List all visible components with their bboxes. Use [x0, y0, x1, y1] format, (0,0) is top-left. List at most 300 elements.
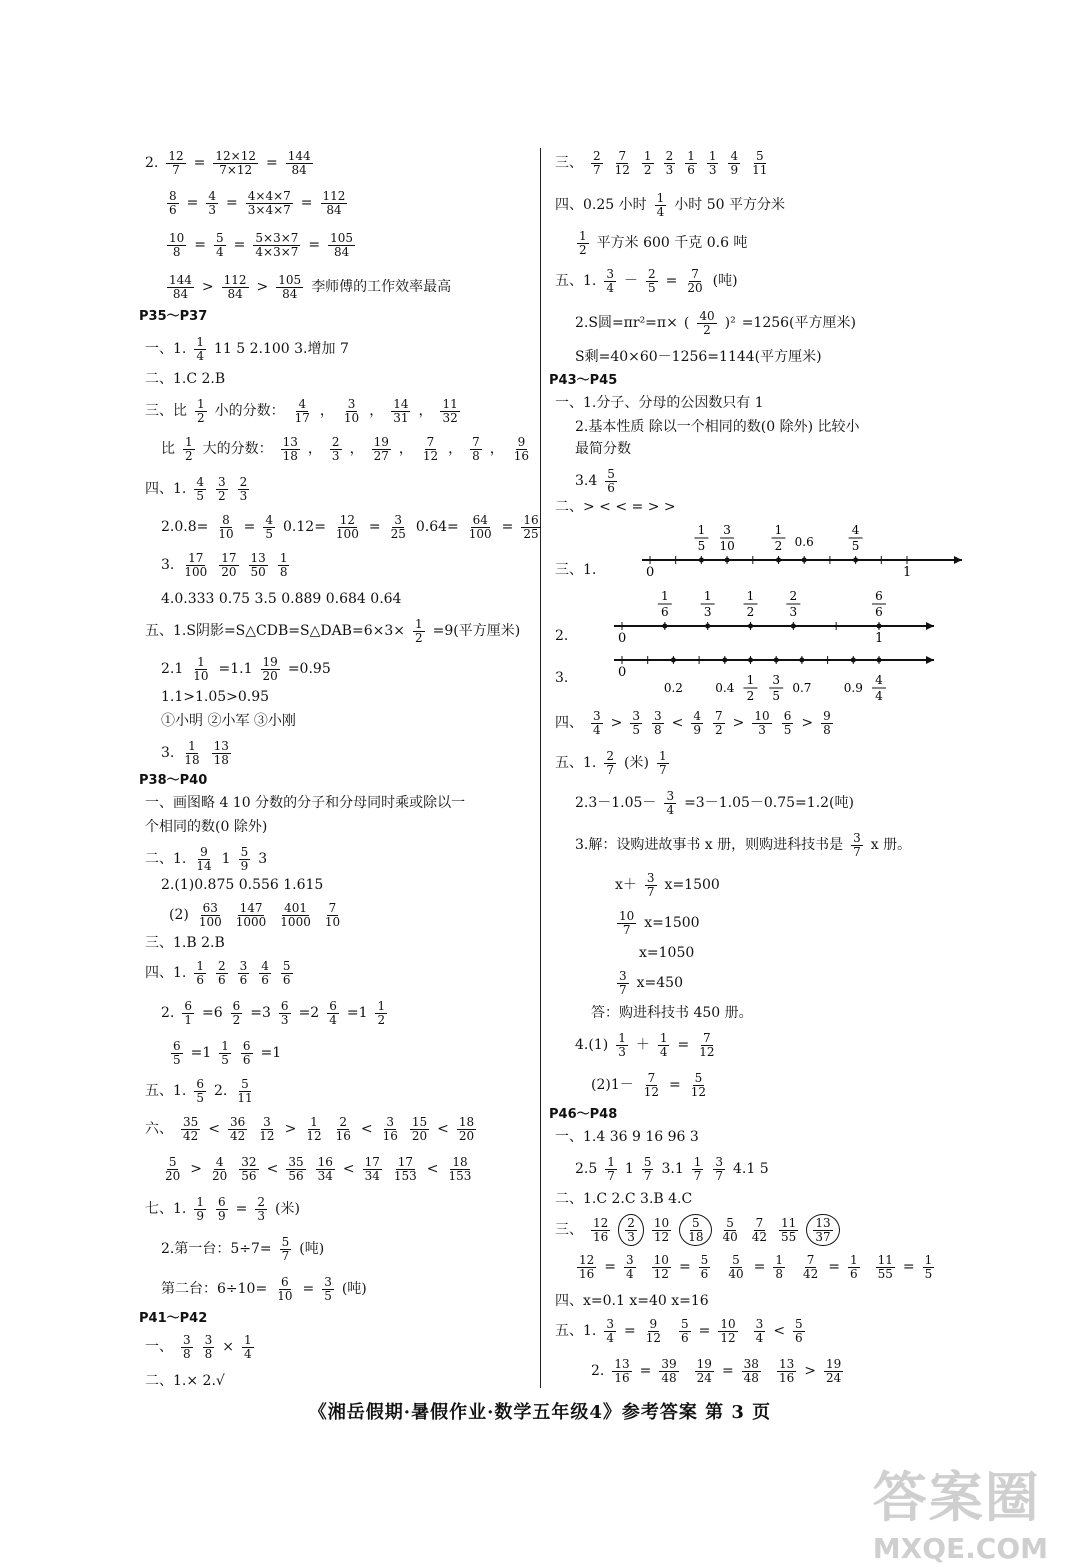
text: － [624, 273, 638, 290]
text: 2.S圆=πr²=π× [575, 315, 678, 332]
fraction: $\frac{2}{6}$ [218, 959, 226, 987]
fraction: $\frac{3}{12}$ [259, 1115, 275, 1143]
text: 4.0.333 0.75 3.5 0.889 0.684 0.64 [161, 591, 402, 607]
text: < [437, 1121, 449, 1138]
fraction: $\frac{1}{2}$ [643, 149, 652, 177]
text: (吨) [341, 1281, 367, 1298]
point-label: 4 [875, 689, 884, 703]
text: 四、x=0.1 x=40 x=16 [555, 1293, 709, 1309]
fraction: $\frac{14}{31}$ [393, 397, 409, 425]
point-label: 6 [661, 605, 670, 619]
text: =6 [202, 1005, 223, 1022]
text: = [753, 1259, 766, 1276]
fraction: $\frac{3}{4}$ [593, 709, 601, 737]
answer-line [161, 690, 269, 704]
text: = [193, 155, 206, 172]
answer-line [145, 476, 251, 502]
text: = [265, 155, 278, 172]
point-label: 1 [661, 589, 670, 603]
answer-line [161, 1000, 389, 1026]
fraction: $\frac{5\times 3\times 7}{4\times 3\times 7}$ [255, 231, 299, 259]
text: 2.0.8= [161, 519, 209, 536]
fraction: $\frac{7}{42}$ [802, 1253, 819, 1281]
fraction: $\frac{7}{12}$ [614, 149, 630, 177]
fraction: $\frac{401}{1000}$ [280, 901, 311, 929]
fraction: $\frac{10}{12}$ [653, 1253, 669, 1281]
fraction: $\frac{1}{4}$ [659, 1031, 668, 1059]
fraction: $\frac{5}{12}$ [690, 1071, 707, 1099]
point [791, 624, 796, 629]
text: 平方米 600 千克 0.6 吨 [596, 235, 748, 252]
text: 1 [624, 1161, 634, 1178]
text: x＋ [615, 877, 637, 894]
text: = [665, 273, 678, 290]
fraction: $\frac{5}{40}$ [722, 1216, 738, 1244]
fraction: $\frac{3}{8}$ [654, 709, 662, 737]
number-line-svg [602, 522, 972, 588]
text: 第二台：6÷10= [161, 1281, 268, 1298]
fraction: $\frac{6}{10}$ [277, 1275, 293, 1303]
answer-line [615, 910, 700, 936]
text: 答：购进科技书 450 册。 [591, 1005, 753, 1021]
text: 3.4 [575, 473, 598, 490]
answer-line [161, 656, 331, 682]
fraction: $\frac{1}{8}$ [775, 1253, 783, 1281]
point [748, 658, 753, 663]
text: = [194, 237, 207, 254]
fraction: $\frac{2}{5}$ [648, 267, 656, 295]
text: 七、1. [145, 1201, 187, 1218]
text: =1 [346, 1005, 368, 1022]
circled-answer [679, 1214, 712, 1246]
text: > [284, 1121, 297, 1138]
fraction: $\frac{3}{7}$ [853, 831, 861, 859]
fraction: $\frac{4\times 4\times 7}{3\times 4\times 7}$ [247, 189, 291, 217]
text: < [342, 1161, 355, 1178]
fraction: $\frac{144}{84}$ [169, 273, 192, 301]
answer-line [555, 268, 738, 294]
answer-line [615, 970, 683, 996]
answer-line [591, 1006, 753, 1020]
answer-line [575, 468, 619, 494]
point-label: 5 [852, 539, 860, 553]
text: = [604, 1259, 617, 1276]
fraction: $\frac{2}{3}$ [627, 1216, 635, 1244]
answer-line [145, 960, 295, 986]
fraction: $\frac{105}{84}$ [330, 231, 354, 259]
point [663, 624, 668, 629]
text: x=1050 [639, 945, 695, 961]
watermark [873, 1455, 1048, 1565]
answer-line [145, 846, 267, 872]
text: 一、1. [145, 341, 187, 358]
point [851, 658, 856, 663]
text: < [671, 715, 684, 732]
text: = [624, 1323, 636, 1340]
fraction: $\frac{32}{56}$ [241, 1155, 257, 1183]
fraction: $\frac{10}{7}$ [619, 909, 635, 937]
fraction: $\frac{15}{20}$ [411, 1115, 428, 1143]
text: 一、1.4 36 9 16 96 3 [555, 1129, 699, 1145]
point-label: 0.4 [715, 681, 735, 695]
text: ( [683, 315, 690, 332]
number-line [555, 522, 972, 588]
text: > [610, 715, 623, 732]
text: P46～P48 [549, 1107, 618, 1122]
number-line-svg [574, 588, 944, 654]
fraction: $\frac{17}{100}$ [184, 551, 208, 579]
watermark-en: MXQE.COM [872, 1532, 1048, 1565]
text: 李师傅的工作效率最高 [311, 279, 452, 296]
fraction: $\frac{12}{16}$ [579, 1253, 595, 1281]
watermark-cn: 答案圈 [872, 1466, 1041, 1529]
fraction: $\frac{1}{18}$ [184, 739, 200, 767]
point [877, 624, 882, 629]
text: 3.1 [661, 1161, 684, 1178]
text: 六、 [145, 1121, 173, 1138]
point-label: 4 [875, 673, 884, 687]
text: 三、 [555, 1222, 583, 1239]
fraction: $\frac{3}{25}$ [390, 513, 406, 541]
fraction: $\frac{19}{24}$ [825, 1357, 842, 1385]
point [699, 558, 704, 563]
text: =0.95 [287, 661, 331, 678]
text: > [190, 1161, 203, 1178]
arrow-icon [926, 656, 934, 664]
text: 五、1. [555, 755, 597, 772]
fraction: $\frac{19}{27}$ [373, 435, 389, 463]
text: 3. [161, 557, 175, 574]
text: 3. [555, 670, 569, 686]
answer-line [145, 1374, 225, 1388]
point-label: 3 [789, 605, 798, 619]
fraction: $\frac{35}{56}$ [288, 1155, 304, 1183]
point [853, 558, 858, 563]
text: (2)1－ [591, 1077, 634, 1094]
answer-line [145, 796, 465, 810]
point-label: 6 [875, 589, 884, 603]
section-heading [139, 774, 207, 787]
fraction: $\frac{3}{7}$ [646, 871, 655, 899]
text: 2.(1)0.875 0.556 1.615 [161, 877, 324, 893]
text: 五、1. [145, 1083, 187, 1100]
fraction: $\frac{18}{153}$ [448, 1155, 472, 1183]
text: < [208, 1121, 221, 1138]
fraction: $\frac{1}{3}$ [708, 149, 717, 177]
fraction: $\frac{4}{5}$ [265, 513, 274, 541]
fraction: $\frac{3}{5}$ [632, 709, 641, 737]
text: 四、0.25 小时 [555, 197, 647, 214]
fraction: $\frac{1}{6}$ [196, 959, 204, 987]
fraction: $\frac{36}{42}$ [230, 1115, 246, 1143]
fraction: $\frac{8}{6}$ [169, 189, 177, 217]
text: 3. [161, 745, 175, 762]
tick-label: 0 [646, 565, 655, 580]
fraction: $\frac{1}{10}$ [193, 655, 209, 683]
answer-line [591, 1358, 845, 1384]
text: = [302, 1281, 315, 1298]
fraction: $\frac{6}{1}$ [184, 999, 192, 1027]
point-label: 0.9 [844, 681, 864, 695]
text: > [804, 1363, 816, 1380]
text: =3－1.05－0.75=1.2(吨) [684, 795, 854, 812]
point-label: 3 [723, 523, 732, 537]
fraction: $\frac{3}{5}$ [324, 1275, 332, 1303]
fraction: $\frac{19}{20}$ [262, 655, 278, 683]
answer-line [165, 274, 451, 300]
point [776, 558, 781, 563]
text: =3 [250, 1005, 271, 1022]
fraction: $\frac{13}{18}$ [213, 739, 229, 767]
answer-line [145, 372, 225, 386]
text: 四、 [555, 715, 583, 732]
answer-line [555, 1192, 692, 1206]
fraction: $\frac{6}{4}$ [329, 999, 337, 1027]
fraction: $\frac{112}{84}$ [322, 189, 346, 217]
fraction: $\frac{5}{40}$ [728, 1253, 744, 1281]
text: 二、1.C 2.B [145, 371, 226, 387]
fraction: $\frac{5}{9}$ [240, 845, 249, 873]
fraction: $\frac{5}{6}$ [282, 959, 291, 987]
arrow-icon [926, 622, 934, 630]
text: 三、1.B 2.B [145, 935, 225, 951]
point [706, 624, 711, 629]
text: = [308, 237, 321, 254]
point-label: 1 [747, 673, 755, 687]
tick-label: 0 [618, 665, 627, 680]
fraction: $\frac{18}{20}$ [458, 1115, 475, 1143]
section-heading [549, 1108, 617, 1121]
fraction: $\frac{4}{20}$ [212, 1155, 228, 1183]
fraction: $\frac{7}{2}$ [715, 709, 723, 737]
point-label: 6 [875, 605, 884, 619]
fraction: $\frac{7}{20}$ [687, 267, 703, 295]
fraction: $\frac{7}{42}$ [751, 1216, 768, 1244]
fraction: $\frac{11}{32}$ [442, 397, 458, 425]
fraction: $\frac{5}{6}$ [700, 1253, 709, 1281]
answer-line [161, 436, 533, 462]
text: 2. [145, 155, 159, 172]
fraction: $\frac{5}{11}$ [237, 1077, 253, 1105]
fraction: $\frac{12}{100}$ [335, 513, 359, 541]
text: × [222, 1339, 235, 1356]
answer-line [161, 740, 233, 766]
point-label: 1 [775, 523, 783, 537]
column-divider [540, 148, 541, 1388]
fraction: $\frac{6}{3}$ [280, 999, 289, 1027]
fraction: $\frac{3}{7}$ [715, 1155, 724, 1183]
text: 2. [161, 1005, 175, 1022]
text: ， [398, 441, 413, 458]
fraction: $\frac{2}{7}$ [606, 749, 614, 777]
point-label: 2 [789, 589, 798, 603]
fraction: $\frac{1}{5}$ [924, 1253, 933, 1281]
answer-line [575, 790, 854, 816]
text: 11 5 2.100 3.增加 7 [214, 341, 349, 358]
fraction: $\frac{3}{4}$ [606, 267, 614, 295]
text: = [300, 195, 313, 212]
text: 三、比 [145, 403, 187, 420]
fraction: $\frac{2}{3}$ [331, 435, 340, 463]
fraction: $\frac{16}{34}$ [317, 1155, 333, 1183]
section-heading [139, 310, 207, 323]
section-heading [549, 374, 617, 387]
fraction: $\frac{12}{16}$ [593, 1216, 609, 1244]
answer-line [161, 1156, 475, 1182]
fraction: $\frac{13}{50}$ [250, 551, 266, 579]
answer-line [575, 1254, 942, 1280]
point-label: 2 [747, 689, 755, 703]
text: S剩=40×60－1256=1144(平方厘米) [575, 349, 822, 365]
fraction: $\frac{11}{55}$ [877, 1253, 893, 1281]
answer-line [161, 514, 543, 540]
fraction: $\frac{6}{5}$ [783, 709, 792, 737]
text: ， [489, 441, 504, 458]
answer-line [555, 1130, 699, 1144]
fraction: $\frac{1}{2}$ [377, 999, 386, 1027]
text: = [186, 195, 199, 212]
answer-line [575, 442, 631, 456]
fraction: $\frac{12\times 12}{7\times 12}$ [215, 149, 256, 177]
fraction: $\frac{3}{6}$ [239, 959, 248, 987]
text: = [243, 519, 256, 536]
text: = [698, 1323, 711, 1340]
point [671, 658, 676, 663]
fraction: $\frac{7}{12}$ [422, 435, 439, 463]
text: =1 [260, 1045, 282, 1062]
number-line [555, 588, 944, 654]
text: ， [369, 403, 384, 420]
answer-line [145, 618, 520, 644]
text: P43～P45 [549, 373, 618, 388]
text: x=450 [636, 975, 683, 992]
text: 小时 50 平方分米 [674, 197, 785, 214]
answer-line [615, 872, 720, 898]
fraction: $\frac{64}{100}$ [468, 513, 492, 541]
text: 2.基本性质 除以一个相同的数(0 除外) 比较小 [575, 419, 860, 435]
point [748, 624, 753, 629]
fraction: $\frac{5}{7}$ [281, 1235, 290, 1263]
answer-line [555, 192, 785, 218]
text: ， [307, 441, 322, 458]
answer-line [575, 230, 747, 256]
fraction: $\frac{1}{2}$ [579, 229, 587, 257]
number-line-svg [574, 650, 944, 706]
point-label: 2 [747, 605, 755, 619]
answer-line [145, 398, 462, 424]
text: 3.解：设购进故事书 x 册，则购进科技书是 [575, 837, 844, 854]
fraction: $\frac{10}{3}$ [754, 709, 770, 737]
fraction: $\frac{39}{48}$ [661, 1357, 677, 1385]
text: 2.第一台：5÷7= [161, 1241, 272, 1258]
point-label: 1 [697, 523, 706, 537]
fraction: $\frac{13}{16}$ [778, 1357, 795, 1385]
answer-line [555, 710, 835, 736]
fraction: $\frac{1}{2}$ [414, 617, 423, 645]
fraction: $\frac{13}{37}$ [815, 1216, 831, 1244]
text: 二、1.× 2.√ [145, 1373, 225, 1389]
text: 0.12= [283, 519, 326, 536]
text: ， [418, 403, 433, 420]
fraction: $\frac{10}{12}$ [653, 1216, 670, 1244]
text: < [426, 1161, 439, 1178]
fraction: $\frac{5}{6}$ [681, 1317, 689, 1345]
point [877, 658, 882, 663]
text: (2) [169, 907, 189, 924]
page-footer: 《湘岳假期·暑假作业·数学五年级4》参考答案 第 3 页 [308, 1402, 772, 1423]
answer-line [555, 1318, 807, 1344]
fraction: $\frac{5}{4}$ [216, 231, 224, 259]
text: > [256, 279, 269, 296]
fraction: $\frac{17}{20}$ [221, 551, 237, 579]
fraction: $\frac{1}{6}$ [687, 149, 695, 177]
text: (米) [624, 755, 649, 772]
fraction: $\frac{2}{3}$ [239, 475, 248, 503]
fraction: $\frac{2}{7}$ [593, 149, 601, 177]
text: 0.64= [415, 519, 459, 536]
answer-line [165, 232, 357, 258]
point-label: 0.6 [795, 535, 815, 549]
tick-label: 1 [875, 631, 884, 646]
text: 一、 [145, 1339, 173, 1356]
text: 4.(1) [575, 1037, 609, 1054]
answer-line [575, 1156, 769, 1182]
fraction: $\frac{17}{34}$ [364, 1155, 380, 1183]
fraction: $\frac{7}{12}$ [643, 1071, 660, 1099]
answer-line [161, 878, 323, 892]
point-label: 3 [772, 673, 781, 687]
answer-line [161, 552, 291, 578]
fraction: $\frac{3}{8}$ [204, 1333, 213, 1361]
text: = [678, 1259, 691, 1276]
answer-line [169, 902, 344, 928]
text: = [368, 519, 381, 536]
section-heading [139, 1312, 207, 1325]
text: 2.3－1.05－ [575, 795, 657, 812]
fraction: $\frac{1}{7}$ [693, 1155, 702, 1183]
text: 2.1 [161, 661, 184, 678]
point-label: 1 [704, 589, 712, 603]
fraction: $\frac{3}{16}$ [382, 1115, 398, 1143]
answer-line [145, 820, 267, 834]
point-label: 2 [775, 539, 783, 553]
fraction: $\frac{1}{4}$ [196, 335, 204, 363]
fraction: $\frac{1}{4}$ [656, 191, 665, 219]
text: = [639, 1363, 652, 1380]
fraction: $\frac{3}{4}$ [666, 789, 675, 817]
answer-line [145, 1078, 257, 1104]
text: P35～P37 [139, 309, 208, 324]
fraction: $\frac{5}{20}$ [165, 1155, 181, 1183]
point-label: 5 [772, 689, 781, 703]
fraction: $\frac{17}{153}$ [393, 1155, 417, 1183]
text: 一、1.分子、分母的公因数只有 1 [555, 395, 764, 411]
point-label: 5 [697, 539, 706, 553]
text: 2. [591, 1363, 605, 1380]
text: 小的分数： [214, 403, 285, 420]
text: = [226, 195, 238, 212]
answer-line [161, 714, 296, 728]
fraction: $\frac{1}{4}$ [244, 1333, 252, 1361]
text: x 册。 [870, 837, 912, 854]
text: 1 [221, 851, 231, 868]
text: =1.1 [218, 661, 253, 678]
fraction: $\frac{12}{7}$ [168, 149, 184, 177]
answer-line [555, 150, 771, 176]
fraction: $\frac{3}{2}$ [218, 475, 226, 503]
fraction: $\frac{2}{16}$ [335, 1115, 351, 1143]
answer-line [555, 396, 764, 410]
